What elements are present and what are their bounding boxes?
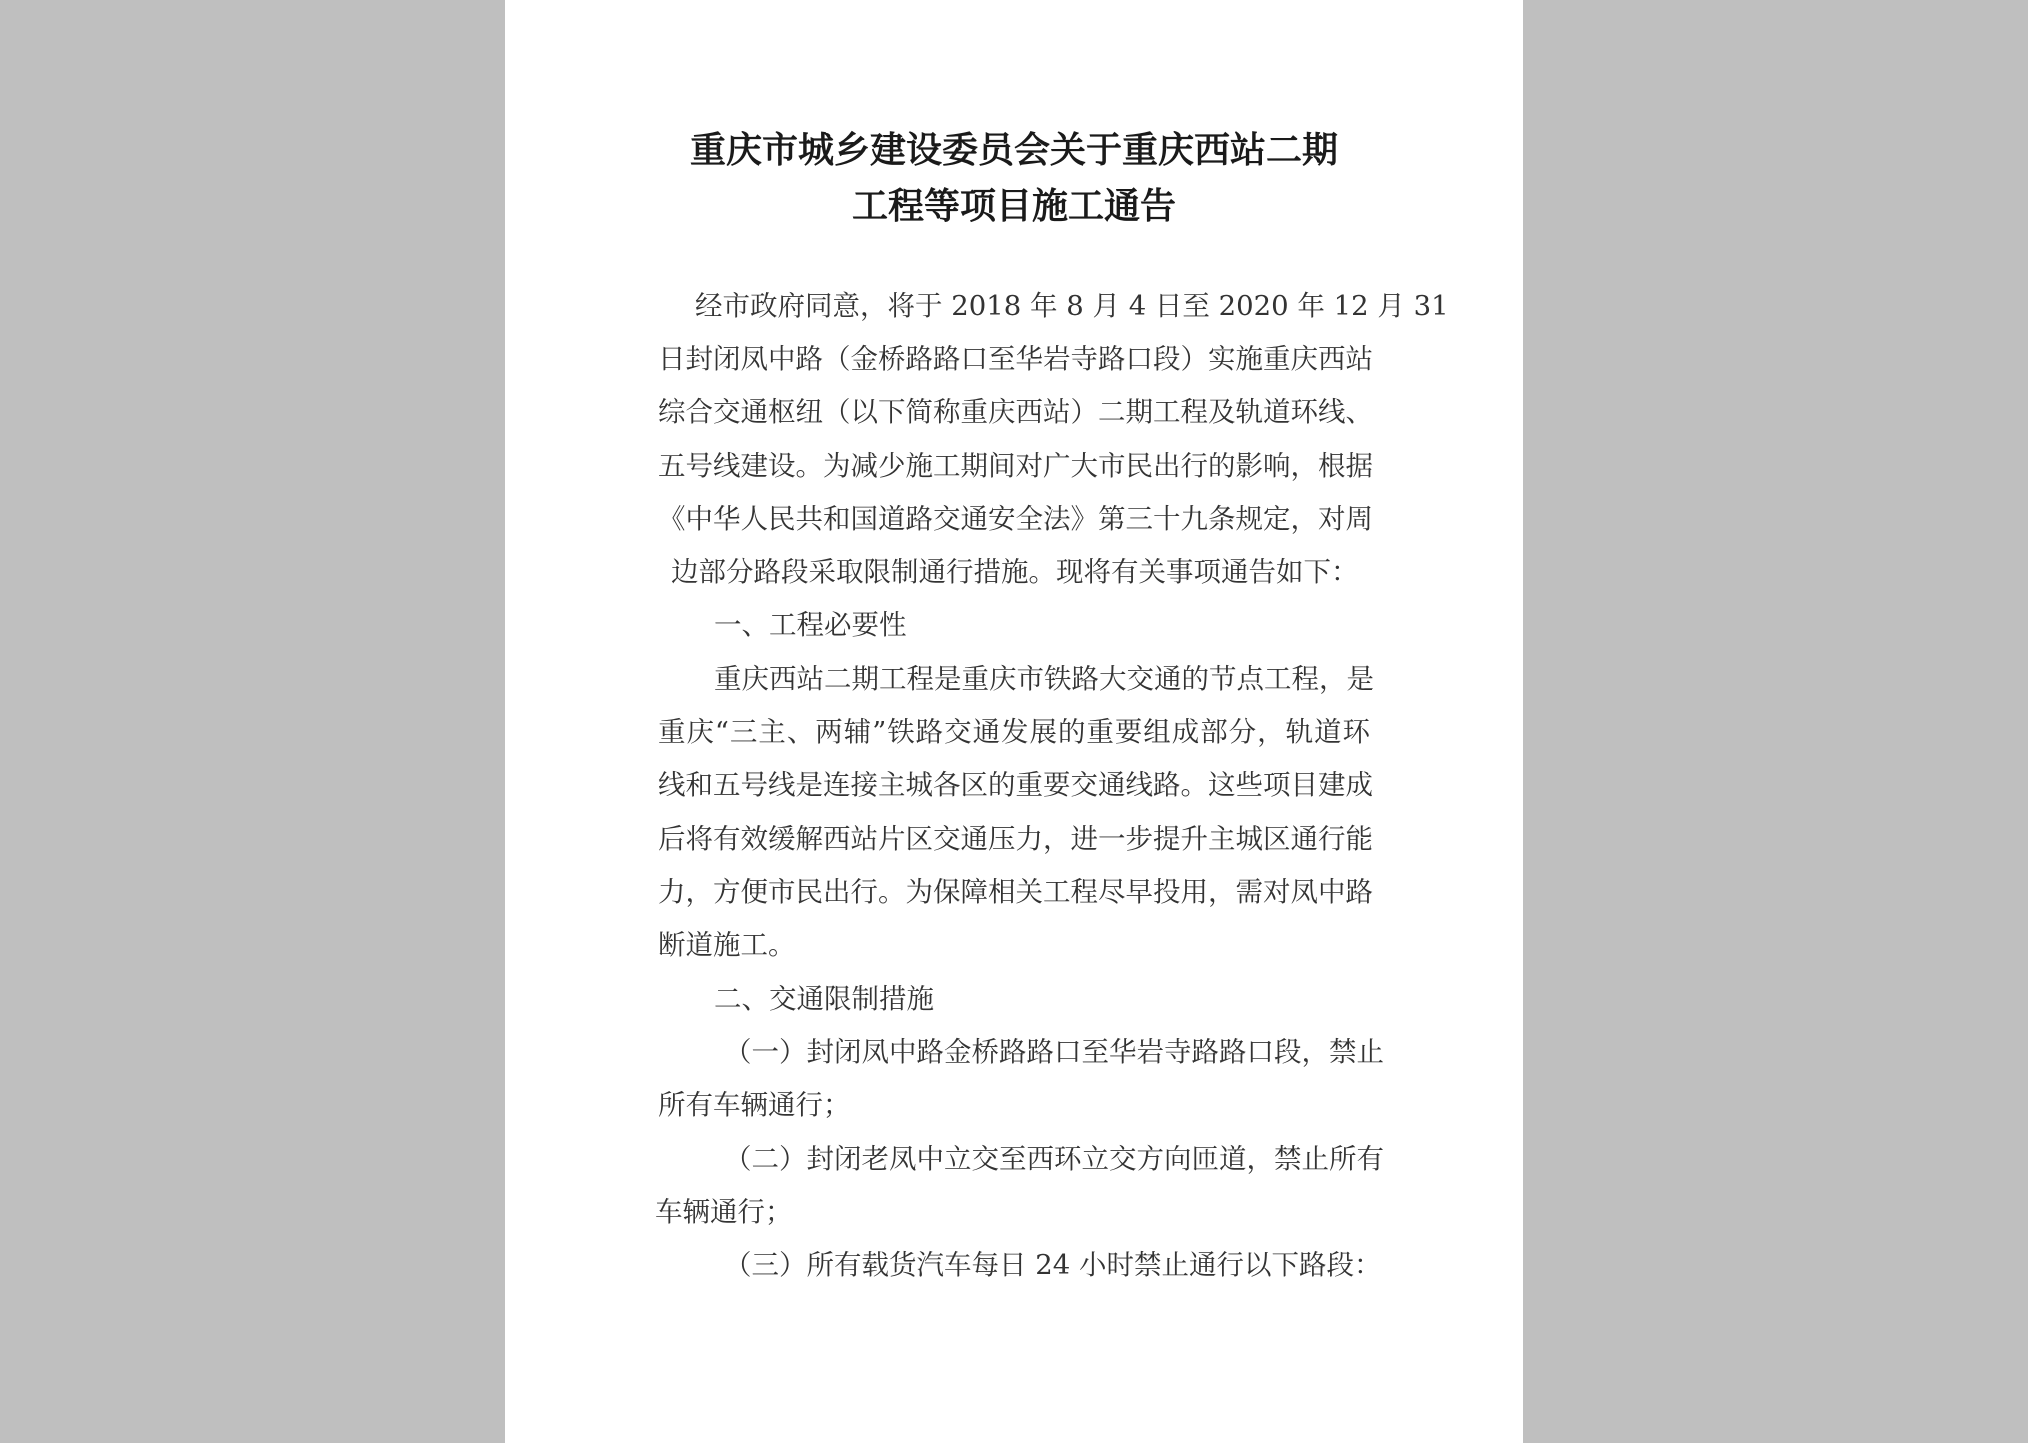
paragraph-line: 重庆“三主、两辅”铁路交通发展的重要组成部分，轨道环 (658, 716, 1370, 748)
list-item-1-cont: 所有车辆通行； (658, 1089, 851, 1121)
paragraph-line: 重庆西站二期工程是重庆市铁路大交通的节点工程，是 (714, 663, 1374, 695)
paragraph-line: 断道施工。 (658, 929, 796, 961)
list-item-2-cont: 车辆通行； (655, 1196, 793, 1228)
paragraph-line: 边部分路段采取限制通行措施。现将有关事项通告如下： (671, 556, 1359, 588)
list-item-3: （三）所有载货汽车每日 24 小时禁止通行以下路段： (724, 1249, 1382, 1281)
paragraph-line: 日封闭凤中路（金桥路路口至华岩寺路口段）实施重庆西站 (658, 343, 1373, 375)
paragraph-line: 后将有效缓解西站片区交通压力，进一步提升主城区通行能 (658, 823, 1373, 855)
paragraph-line: 《中华人民共和国道路交通安全法》第三十九条规定，对周 (658, 503, 1373, 535)
list-item-2: （二）封闭老凤中立交至西环立交方向匝道，禁止所有 (724, 1143, 1384, 1175)
paragraph-line: 五号线建设。为减少施工期间对广大市民出行的影响，根据 (658, 450, 1373, 482)
document-title-line-2: 工程等项目施工通告 (851, 185, 1176, 227)
paragraph-line: 经市政府同意，将于 2018 年 8 月 4 日至 2020 年 12 月 31 (695, 290, 1449, 322)
section-heading-2: 二、交通限制措施 (714, 983, 934, 1015)
paragraph-line: 力，方便市民出行。为保障相关工程尽早投用，需对凤中路 (658, 876, 1373, 908)
paragraph-line: 线和五号线是连接主城各区的重要交通线路。这些项目建成 (658, 769, 1373, 801)
document-title-line-1: 重庆市城乡建设委员会关于重庆西站二期 (689, 129, 1338, 171)
document-page (505, 0, 1523, 1443)
section-heading-1: 一、工程必要性 (714, 609, 907, 641)
paragraph-line: 综合交通枢纽（以下简称重庆西站）二期工程及轨道环线、 (658, 396, 1373, 428)
list-item-1: （一）封闭凤中路金桥路路口至华岩寺路路口段，禁止 (724, 1036, 1384, 1068)
